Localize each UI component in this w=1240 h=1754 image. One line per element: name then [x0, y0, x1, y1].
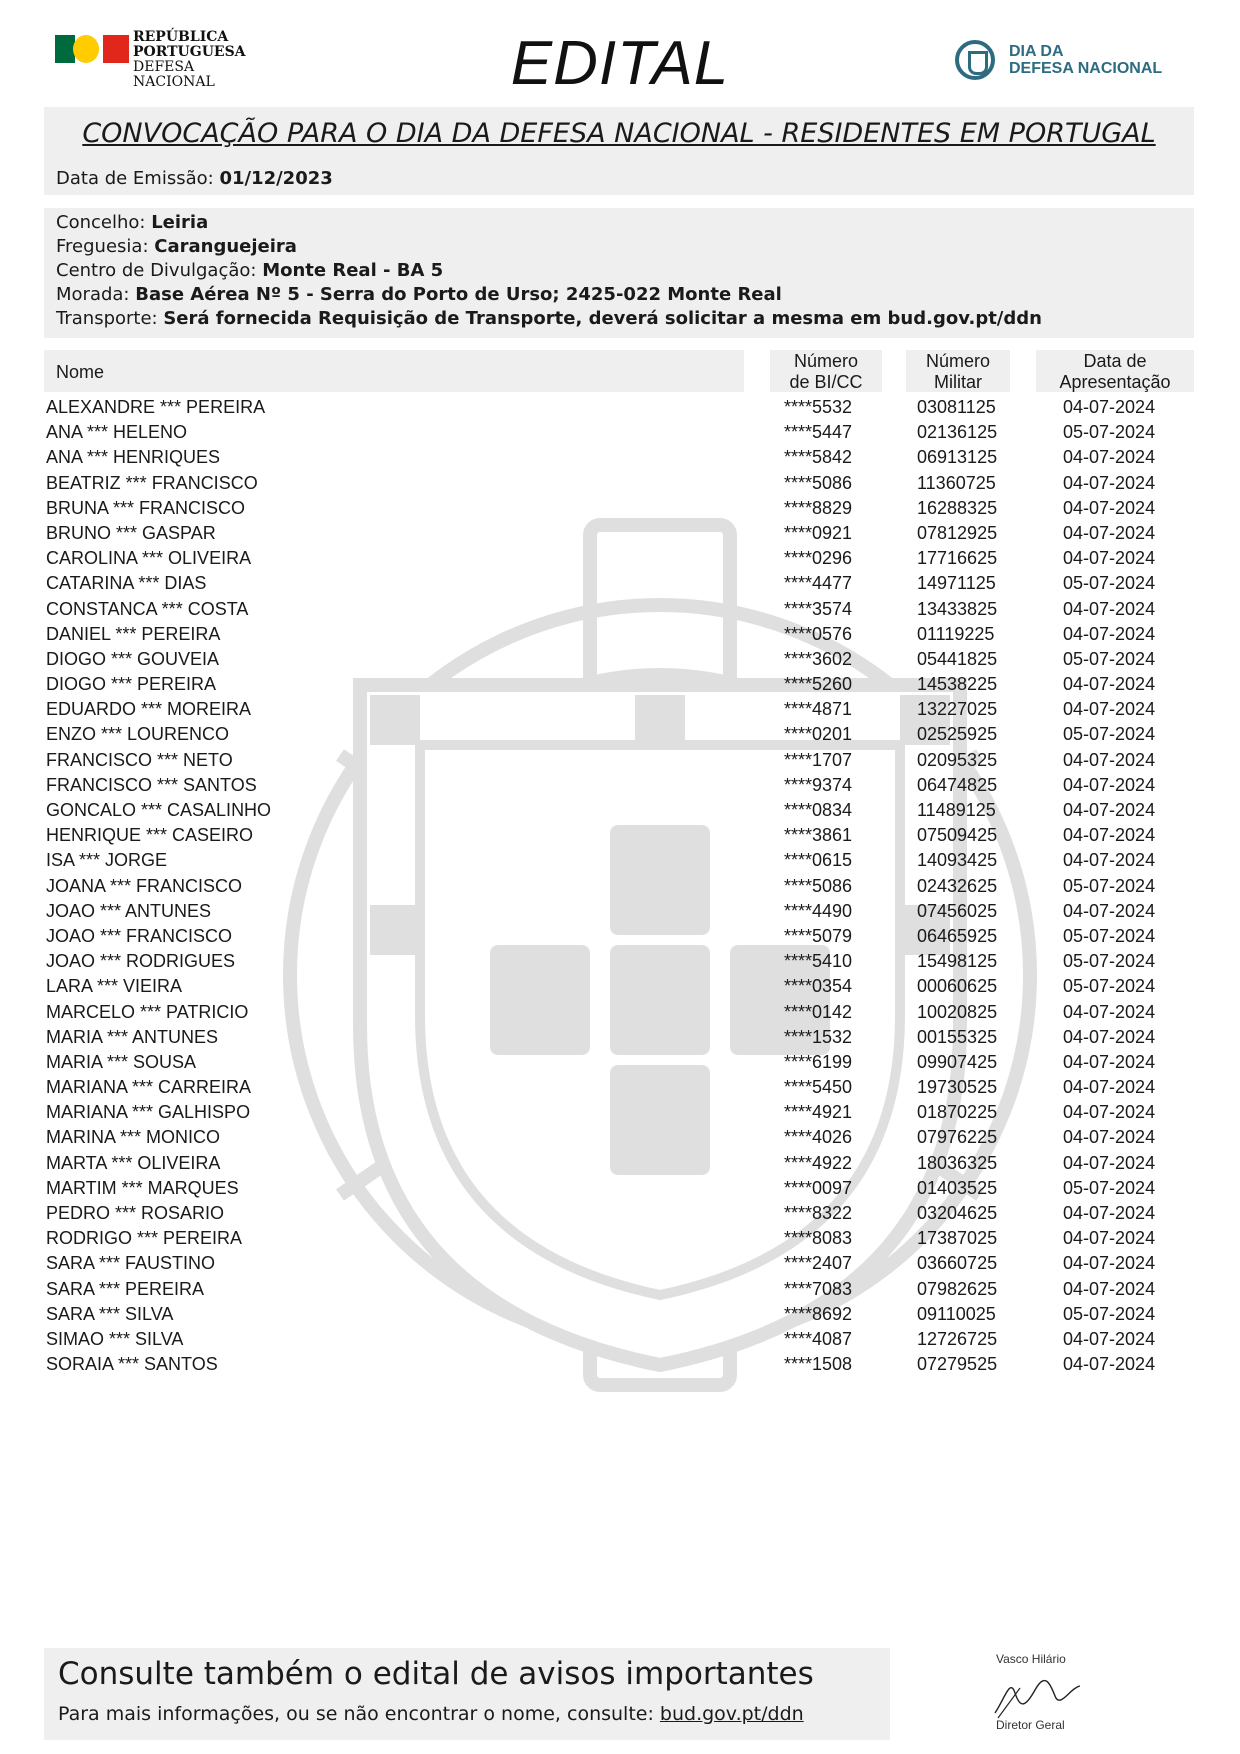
cell-numero-militar: 14538225	[917, 674, 998, 695]
signatory-role: Diretor Geral	[996, 1718, 1065, 1732]
cell-numero-militar: 14093425	[917, 850, 998, 871]
bud-link[interactable]: bud.gov.pt/ddn	[659, 1703, 804, 1725]
table-row	[0, 471, 1240, 496]
column-header-nome: Nome	[56, 362, 105, 382]
cell-data-apresentacao: 04-07-2024	[1063, 1228, 1156, 1249]
cell-data-apresentacao: 04-07-2024	[1063, 800, 1156, 820]
cell-nome: ALEXANDRE *** PEREIRA	[46, 397, 266, 417]
cell-numero-militar: 11489125	[917, 800, 996, 820]
cell-numero-militar: 13227025	[917, 699, 998, 720]
cell-nome: MARIA *** SOUSA	[46, 1051, 197, 1072]
table-row	[0, 647, 1240, 672]
cell-nome: DIOGO *** PEREIRA	[46, 674, 217, 695]
cell-nome: BEATRIZ *** FRANCISCO	[46, 472, 258, 493]
cell-nome: BRUNA *** FRANCISCO	[46, 497, 246, 518]
cell-bi-cc: ****8083	[784, 1228, 853, 1249]
table-row	[0, 1075, 1240, 1100]
shield-emblem-icon	[955, 40, 995, 80]
cell-bi-cc: ****0834	[784, 800, 853, 820]
cell-numero-militar: 02432625	[917, 875, 998, 896]
cell-numero-militar: 06465925	[917, 925, 998, 946]
cell-numero-militar: 12726725	[917, 1328, 998, 1349]
cell-numero-militar: 07509425	[917, 825, 998, 846]
cell-numero-militar: 18036325	[917, 1152, 998, 1173]
cell-nome: SARA *** SILVA	[46, 1303, 174, 1324]
cell-bi-cc: ****4490	[784, 900, 853, 921]
cell-nome: ENZO *** LOURENCO	[46, 724, 230, 745]
table-row	[0, 1050, 1240, 1075]
cell-numero-militar: 15498125	[917, 951, 998, 972]
cell-nome: MARCELO *** PATRICIO	[46, 1001, 249, 1022]
cell-nome: MARIANA *** CARREIRA	[46, 1077, 252, 1098]
morada-row: Morada: Base Aérea Nº 5 - Serra do Porto de Urso; 2425-022 Monte Real	[56, 284, 782, 305]
cell-nome: ISA *** JORGE	[46, 850, 168, 871]
cell-data-apresentacao: 04-07-2024	[1063, 1077, 1156, 1098]
table-row	[0, 848, 1240, 873]
table-row	[0, 1025, 1240, 1050]
cell-nome: CONSTANCA *** COSTA	[46, 598, 249, 619]
cell-numero-militar: 01119225	[917, 623, 995, 644]
cell-data-apresentacao: 04-07-2024	[1063, 548, 1156, 569]
cell-data-apresentacao: 04-07-2024	[1063, 1278, 1156, 1299]
cell-bi-cc: ****5532	[784, 397, 853, 417]
table-row	[0, 1100, 1240, 1125]
table-row	[0, 697, 1240, 722]
cell-bi-cc: ****8322	[784, 1203, 853, 1223]
column-header-militar: Número Militar	[925, 351, 991, 392]
cell-bi-cc: ****5086	[784, 875, 853, 896]
cell-bi-cc: ****0142	[784, 1001, 853, 1022]
table-row	[0, 1226, 1240, 1251]
cell-numero-militar: 17716625	[917, 548, 998, 569]
centro-row: Centro de Divulgação: Monte Real - BA 5	[56, 260, 444, 281]
table-row	[0, 949, 1240, 974]
cell-nome: SIMAO *** SILVA	[46, 1328, 184, 1349]
cell-nome: CAROLINA *** OLIVEIRA	[46, 548, 252, 569]
cell-nome: SARA *** FAUSTINO	[46, 1253, 216, 1274]
signatory-name: Vasco Hilário	[996, 1652, 1066, 1666]
cell-numero-militar: 06913125	[917, 447, 998, 468]
cell-numero-militar: 01870225	[917, 1102, 998, 1123]
table-row	[0, 1251, 1240, 1276]
cell-numero-militar: 11360725	[917, 472, 996, 493]
table-row	[0, 1302, 1240, 1327]
table-row	[0, 622, 1240, 647]
cell-bi-cc: ****7083	[784, 1278, 853, 1299]
cell-data-apresentacao: 04-07-2024	[1063, 749, 1156, 770]
cell-bi-cc: ****6199	[784, 1051, 853, 1072]
cell-nome: LARA *** VIEIRA	[46, 976, 183, 997]
handwritten-signature-icon	[990, 1668, 1090, 1720]
table-row	[0, 445, 1240, 470]
table-row	[0, 1327, 1240, 1352]
cell-bi-cc: ****5450	[784, 1077, 853, 1098]
cell-bi-cc: ****4871	[784, 699, 853, 720]
cell-bi-cc: ****3602	[784, 648, 853, 669]
cell-data-apresentacao: 04-07-2024	[1063, 1328, 1156, 1349]
cell-numero-militar: 17387025	[917, 1228, 998, 1249]
cell-bi-cc: ****1707	[784, 749, 853, 770]
cell-bi-cc: ****0354	[784, 976, 853, 997]
table-row	[0, 974, 1240, 999]
table-row	[0, 874, 1240, 899]
cell-numero-militar: 02095325	[917, 749, 998, 770]
cell-data-apresentacao: 05-07-2024	[1063, 1177, 1156, 1198]
cell-bi-cc: ****8829	[784, 497, 853, 518]
footer-subtext: Para mais informações, ou se não encontrar o nome, consulte: bud.gov.pt/ddn	[58, 1703, 804, 1725]
cell-numero-militar: 03660725	[917, 1253, 998, 1274]
cell-nome: PEDRO *** ROSARIO	[46, 1203, 225, 1223]
table-row	[0, 1176, 1240, 1201]
cell-bi-cc: ****5447	[784, 422, 853, 443]
cell-nome: MARTA *** OLIVEIRA	[46, 1152, 221, 1173]
table-row	[0, 1277, 1240, 1302]
cell-data-apresentacao: 05-07-2024	[1063, 976, 1156, 997]
cell-bi-cc: ****0615	[784, 850, 853, 871]
cell-data-apresentacao: 04-07-2024	[1063, 598, 1156, 619]
cell-nome: FRANCISCO *** SANTOS	[46, 774, 257, 795]
cell-data-apresentacao: 04-07-2024	[1063, 900, 1156, 921]
footer-main-text: Consulte também o edital de avisos importantes	[58, 1656, 814, 1692]
cell-bi-cc: ****4087	[784, 1328, 853, 1349]
cell-numero-militar: 19730525	[917, 1077, 998, 1098]
table-row	[0, 1201, 1240, 1226]
cell-numero-militar: 14971125	[917, 573, 996, 594]
cell-bi-cc: ****4477	[784, 573, 853, 594]
table-row	[0, 773, 1240, 798]
cell-data-apresentacao: 04-07-2024	[1063, 1203, 1156, 1223]
cell-nome: EDUARDO *** MOREIRA	[46, 699, 252, 720]
cell-nome: HENRIQUE *** CASEIRO	[46, 825, 254, 846]
cell-nome: MARTIM *** MARQUES	[46, 1177, 239, 1198]
cell-numero-militar: 02525925	[917, 724, 998, 745]
cell-bi-cc: ****9374	[784, 774, 853, 795]
cell-nome: FRANCISCO *** NETO	[46, 749, 233, 770]
table-row	[0, 571, 1240, 596]
cell-data-apresentacao: 04-07-2024	[1063, 774, 1156, 795]
cell-data-apresentacao: 05-07-2024	[1063, 724, 1156, 745]
cell-bi-cc: ****4922	[784, 1152, 853, 1173]
table-row	[0, 420, 1240, 445]
republica-portuguesa-logo	[55, 30, 255, 96]
cell-data-apresentacao: 04-07-2024	[1063, 1127, 1156, 1148]
convocation-heading: CONVOCAÇÃO PARA O DIA DA DEFESA NACIONAL - RESIDENTES EM PORTUGAL	[82, 118, 1156, 149]
table-row	[0, 722, 1240, 747]
dia-defesa-nacional-logo: DIA DA DEFESA NACIONAL	[955, 40, 1185, 90]
table-row	[0, 521, 1240, 546]
cell-bi-cc: ****0201	[784, 724, 853, 745]
cell-nome: DIOGO *** GOUVEIA	[46, 648, 220, 669]
cell-numero-militar: 13433825	[917, 598, 998, 619]
table-row	[0, 395, 1240, 420]
cell-data-apresentacao: 05-07-2024	[1063, 951, 1156, 972]
cell-numero-militar: 07982625	[917, 1278, 998, 1299]
cell-nome: MARIA *** ANTUNES	[46, 1026, 219, 1047]
cell-nome: MARINA *** MONICO	[46, 1127, 221, 1148]
cell-numero-militar: 06474825	[917, 774, 998, 795]
cell-nome: JOANA *** FRANCISCO	[46, 875, 243, 896]
cell-bi-cc: ****5410	[784, 951, 853, 972]
cell-data-apresentacao: 04-07-2024	[1063, 825, 1156, 846]
table-row	[0, 924, 1240, 949]
table-row	[0, 748, 1240, 773]
cell-data-apresentacao: 04-07-2024	[1063, 397, 1156, 417]
cell-data-apresentacao: 04-07-2024	[1063, 623, 1156, 644]
cell-numero-militar: 02136125	[917, 422, 998, 443]
cell-numero-militar: 09110025	[917, 1303, 996, 1324]
transporte-row: Transporte: Será fornecida Requisição de Transporte, deverá solicitar a mesma em bud.gov.pt/ddn	[56, 308, 1042, 329]
cell-data-apresentacao: 04-07-2024	[1063, 1051, 1156, 1072]
table-row	[0, 1125, 1240, 1150]
cell-bi-cc: ****3574	[784, 598, 853, 619]
cell-numero-militar: 16288325	[917, 497, 998, 518]
cell-bi-cc: ****0921	[784, 522, 853, 543]
cell-numero-militar: 07456025	[917, 900, 998, 921]
cell-nome: BRUNO *** GASPAR	[46, 522, 216, 543]
cell-data-apresentacao: 05-07-2024	[1063, 422, 1156, 443]
cell-bi-cc: ****2407	[784, 1253, 853, 1274]
cell-data-apresentacao: 04-07-2024	[1063, 699, 1156, 720]
cell-nome: DANIEL *** PEREIRA	[46, 623, 221, 644]
cell-data-apresentacao: 04-07-2024	[1063, 522, 1156, 543]
cell-data-apresentacao: 05-07-2024	[1063, 1303, 1156, 1324]
cell-data-apresentacao: 05-07-2024	[1063, 573, 1156, 594]
cell-data-apresentacao: 04-07-2024	[1063, 1152, 1156, 1173]
cell-data-apresentacao: 05-07-2024	[1063, 925, 1156, 946]
cell-data-apresentacao: 04-07-2024	[1063, 1102, 1156, 1123]
cell-nome: ANA *** HELENO	[46, 422, 188, 443]
column-header-bicc: Número de BI/CC	[789, 351, 863, 392]
flag-red-block	[103, 35, 129, 63]
cell-numero-militar: 03081125	[917, 397, 996, 417]
cell-nome: MARIANA *** GALHISPO	[46, 1102, 251, 1123]
column-header-bg-nome	[44, 350, 744, 392]
cell-numero-militar: 09907425	[917, 1051, 998, 1072]
cell-data-apresentacao: 04-07-2024	[1063, 472, 1156, 493]
cell-nome: GONCALO *** CASALINHO	[46, 800, 272, 820]
cell-numero-militar: 10020825	[917, 1001, 998, 1022]
cell-bi-cc: ****0296	[784, 548, 853, 569]
cell-bi-cc: ****3861	[784, 825, 853, 846]
table-row	[0, 597, 1240, 622]
cell-nome: JOAO *** RODRIGUES	[46, 951, 236, 972]
convocation-table-body	[0, 395, 1240, 1377]
flag-yellow-sphere	[73, 35, 99, 63]
cell-bi-cc: ****1532	[784, 1026, 853, 1047]
cell-nome: RODRIGO *** PEREIRA	[46, 1228, 243, 1249]
cell-data-apresentacao: 05-07-2024	[1063, 648, 1156, 669]
cell-data-apresentacao: 04-07-2024	[1063, 447, 1156, 468]
cell-nome: JOAO *** ANTUNES	[46, 900, 212, 921]
cell-nome: CATARINA *** DIAS	[46, 573, 207, 594]
table-row	[0, 1352, 1240, 1377]
table-row	[0, 1151, 1240, 1176]
table-row	[0, 546, 1240, 571]
cell-bi-cc: ****1508	[784, 1354, 853, 1375]
table-row	[0, 823, 1240, 848]
cell-data-apresentacao: 04-07-2024	[1063, 674, 1156, 695]
issue-date: Data de Emissão: 01/12/2023	[56, 168, 333, 189]
table-row	[0, 1000, 1240, 1025]
cell-bi-cc: ****4921	[784, 1102, 853, 1123]
cell-numero-militar: 00060625	[917, 976, 998, 997]
cell-numero-militar: 07976225	[917, 1127, 998, 1148]
cell-data-apresentacao: 05-07-2024	[1063, 875, 1156, 896]
cell-numero-militar: 07279525	[917, 1354, 998, 1375]
page-title: EDITAL	[510, 29, 730, 98]
cell-bi-cc: ****5260	[784, 674, 853, 695]
cell-numero-militar: 00155325	[917, 1026, 998, 1047]
cell-numero-militar: 05441825	[917, 648, 998, 669]
cell-bi-cc: ****5842	[784, 447, 853, 468]
cell-nome: SORAIA *** SANTOS	[46, 1354, 218, 1375]
table-row	[0, 798, 1240, 823]
cell-nome: ANA *** HENRIQUES	[46, 447, 221, 468]
cell-bi-cc: ****5086	[784, 472, 853, 493]
cell-data-apresentacao: 04-07-2024	[1063, 1001, 1156, 1022]
cell-data-apresentacao: 04-07-2024	[1063, 850, 1156, 871]
cell-bi-cc: ****5079	[784, 925, 853, 946]
cell-data-apresentacao: 04-07-2024	[1063, 1253, 1156, 1274]
cell-nome: JOAO *** FRANCISCO	[46, 925, 233, 946]
table-row	[0, 899, 1240, 924]
cell-data-apresentacao: 04-07-2024	[1063, 497, 1156, 518]
table-row	[0, 672, 1240, 697]
concelho-row: Concelho: Leiria	[56, 212, 209, 233]
cell-bi-cc: ****0097	[784, 1177, 853, 1198]
cell-nome: SARA *** PEREIRA	[46, 1278, 205, 1299]
cell-bi-cc: ****4026	[784, 1127, 853, 1148]
cell-numero-militar: 01403525	[917, 1177, 998, 1198]
cell-numero-militar: 07812925	[917, 522, 998, 543]
cell-bi-cc: ****0576	[784, 623, 853, 644]
logo-text: REPÚBLICA PORTUGUESA DEFESA NACIONAL	[133, 29, 246, 90]
cell-bi-cc: ****8692	[784, 1303, 853, 1324]
cell-data-apresentacao: 04-07-2024	[1063, 1026, 1156, 1047]
cell-data-apresentacao: 04-07-2024	[1063, 1354, 1156, 1375]
freguesia-row: Freguesia: Caranguejeira	[56, 236, 297, 257]
table-row	[0, 496, 1240, 521]
column-header-data-apresentacao: Data de Apresentação	[1059, 351, 1171, 392]
cell-numero-militar: 03204625	[917, 1203, 998, 1223]
flag-green-block	[55, 35, 75, 63]
